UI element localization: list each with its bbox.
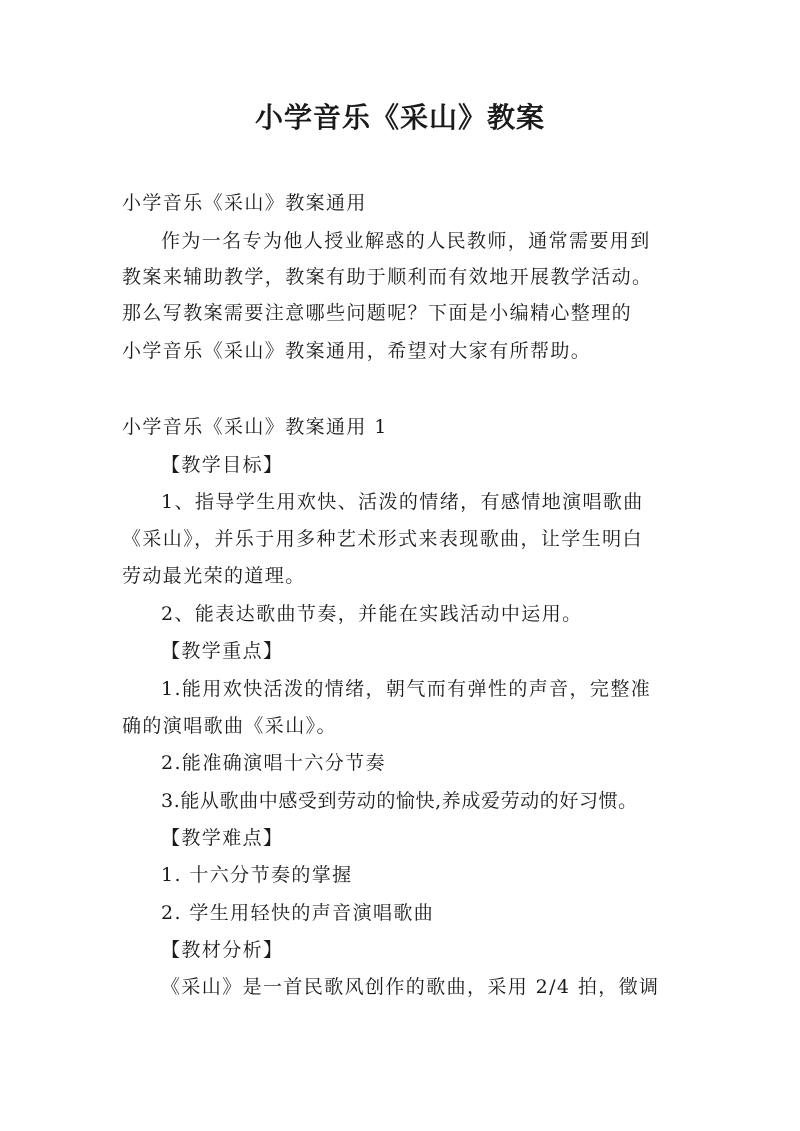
bracket-heading-difficulties: 【教学难点】 xyxy=(161,827,284,849)
goal-item-line: 2、能表达歌曲节奏，并能在实践活动中运用。 xyxy=(161,603,583,625)
bracket-heading-key-points: 【教学重点】 xyxy=(161,640,284,662)
difficulty-line: 2. 学生用轻快的声音演唱歌曲 xyxy=(161,902,435,924)
section-heading: 小学音乐《采山》教案通用 1 xyxy=(122,416,388,438)
key-point-line: 确的演唱歌曲《采山》。 xyxy=(122,715,337,737)
bracket-heading-teaching-goals: 【教学目标】 xyxy=(161,454,284,476)
intro-paragraph-line: 小学音乐《采山》教案通用，希望对大家有所帮助。 xyxy=(122,340,592,362)
material-analysis-line: 《采山》是一首民歌风创作的歌曲，采用 2/4 拍，徵调 xyxy=(161,976,660,998)
intro-paragraph-line: 教案来辅助教学，教案有助于顺利而有效地开展教学活动。 xyxy=(122,266,653,288)
goal-item-line: 劳动最光荣的道理。 xyxy=(122,565,306,587)
key-point-line: 1.能用欢快活泼的情绪，朝气而有弹性的声音，完整准 xyxy=(161,678,652,700)
subtitle-line: 小学音乐《采山》教案通用 xyxy=(122,192,367,214)
key-point-line: 2.能准确演唱十六分节奏 xyxy=(161,752,386,774)
document-title: 小学音乐《采山》教案 xyxy=(254,101,545,134)
key-point-line: 3.能从歌曲中感受到劳动的愉快,养成爱劳动的好习惯。 xyxy=(161,790,638,812)
bracket-heading-material-analysis: 【教材分析】 xyxy=(161,939,284,961)
goal-item-line: 《采山》，并乐于用多种艺术形式来表现歌曲，让学生明白 xyxy=(122,528,643,550)
intro-paragraph-line: 作为一名专为他人授业解惑的人民教师，通常需要用到 xyxy=(161,230,651,252)
intro-paragraph-line: 那么写教案需要注意哪些问题呢？下面是小编精心整理的 xyxy=(122,302,633,324)
difficulty-line: 1. 十六分节奏的掌握 xyxy=(161,864,353,886)
goal-item-line: 1、指导学生用欢快、活泼的情绪，有感情地演唱歌曲 xyxy=(161,491,644,513)
